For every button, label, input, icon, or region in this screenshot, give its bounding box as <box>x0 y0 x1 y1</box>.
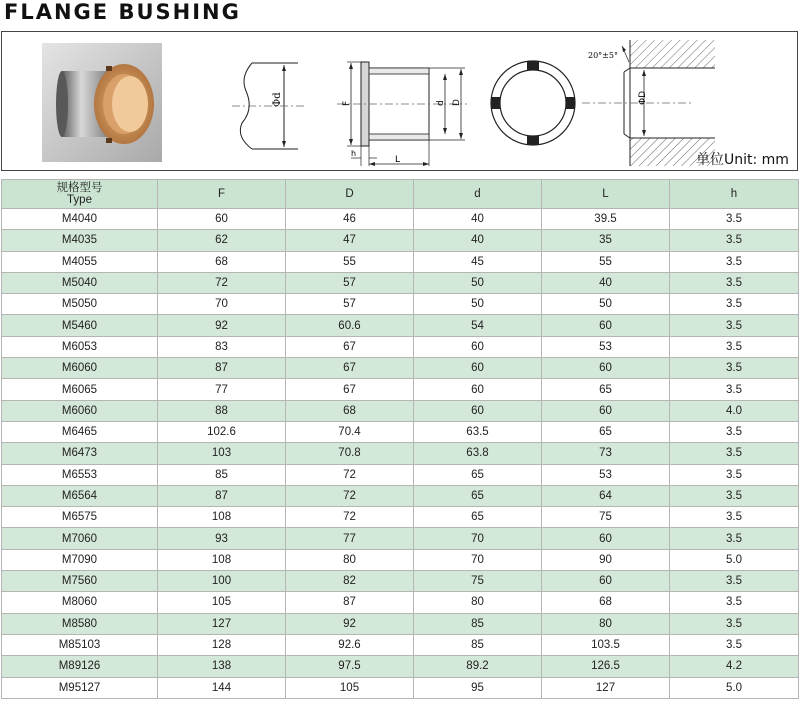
cell-d: 70 <box>414 528 542 549</box>
cell-F: 85 <box>158 464 286 485</box>
cell-h: 3.5 <box>670 464 799 485</box>
cell-h: 3.5 <box>670 421 799 442</box>
product-photo <box>42 43 162 162</box>
cell-F: 77 <box>158 379 286 400</box>
cell-D: 105 <box>286 677 414 698</box>
bushing-front-view <box>489 58 577 148</box>
header-L: L <box>542 180 670 209</box>
cell-d: 45 <box>414 251 542 272</box>
cell-d: 60 <box>414 400 542 421</box>
cell-type: M7090 <box>2 549 158 570</box>
cell-type: M4040 <box>2 209 158 230</box>
cell-D: 77 <box>286 528 414 549</box>
cell-L: 80 <box>542 613 670 634</box>
cell-h: 4.2 <box>670 656 799 677</box>
cell-L: 73 <box>542 443 670 464</box>
h-label: h <box>351 149 357 158</box>
header-d: d <box>414 180 542 209</box>
table-row <box>2 400 799 421</box>
cell-type: M7560 <box>2 571 158 592</box>
cell-d: 65 <box>414 507 542 528</box>
chamfer-angle-label: 20°±5° <box>588 51 618 60</box>
header-type <box>2 180 158 209</box>
shaft-diameter-drawing <box>232 57 307 157</box>
table-row <box>2 251 799 272</box>
cell-h: 3.5 <box>670 336 799 357</box>
cell-F: 70 <box>158 294 286 315</box>
cell-type: M6060 <box>2 400 158 421</box>
cell-L: 68 <box>542 592 670 613</box>
cell-F: 138 <box>158 656 286 677</box>
cell-d: 70 <box>414 549 542 570</box>
cell-L: 103.5 <box>542 634 670 655</box>
cell-F: 93 <box>158 528 286 549</box>
cell-D: 46 <box>286 209 414 230</box>
cell-F: 100 <box>158 571 286 592</box>
table-row <box>2 315 799 336</box>
table-row <box>2 336 799 357</box>
header-h: h <box>670 180 799 209</box>
D-label: D <box>452 99 462 106</box>
cell-type: M85103 <box>2 634 158 655</box>
cell-D: 68 <box>286 400 414 421</box>
cell-d: 75 <box>414 571 542 592</box>
cell-L: 40 <box>542 272 670 293</box>
cell-L: 53 <box>542 464 670 485</box>
cell-type: M4035 <box>2 230 158 251</box>
cell-D: 57 <box>286 272 414 293</box>
cell-L: 50 <box>542 294 670 315</box>
cell-F: 68 <box>158 251 286 272</box>
table-row <box>2 485 799 506</box>
cell-F: 108 <box>158 549 286 570</box>
phi-d-label: Φd <box>272 92 283 107</box>
cell-d: 85 <box>414 613 542 634</box>
cell-h: 3.5 <box>670 315 799 336</box>
cell-F: 102.6 <box>158 421 286 442</box>
table-row <box>2 613 799 634</box>
cell-L: 53 <box>542 336 670 357</box>
table-row <box>2 421 799 442</box>
cell-L: 65 <box>542 379 670 400</box>
cell-type: M5050 <box>2 294 158 315</box>
cell-D: 92.6 <box>286 634 414 655</box>
cell-type: M7060 <box>2 528 158 549</box>
cell-D: 70.4 <box>286 421 414 442</box>
cell-type: M5040 <box>2 272 158 293</box>
L-label: L <box>395 155 401 165</box>
cell-h: 3.5 <box>670 634 799 655</box>
cell-D: 67 <box>286 358 414 379</box>
cell-h: 3.5 <box>670 528 799 549</box>
cell-F: 87 <box>158 358 286 379</box>
cell-L: 60 <box>542 528 670 549</box>
cell-h: 3.5 <box>670 379 799 400</box>
cell-type: M6575 <box>2 507 158 528</box>
table-row <box>2 507 799 528</box>
cell-D: 92 <box>286 613 414 634</box>
diagram-panel <box>1 31 798 171</box>
table-row <box>2 656 799 677</box>
cell-D: 72 <box>286 507 414 528</box>
cell-d: 80 <box>414 592 542 613</box>
cell-D: 97.5 <box>286 656 414 677</box>
cell-d: 60 <box>414 379 542 400</box>
cell-L: 90 <box>542 549 670 570</box>
cell-h: 3.5 <box>670 592 799 613</box>
cell-d: 50 <box>414 272 542 293</box>
cell-d: 54 <box>414 315 542 336</box>
cell-L: 35 <box>542 230 670 251</box>
table-row <box>2 294 799 315</box>
cell-h: 5.0 <box>670 677 799 698</box>
cell-D: 80 <box>286 549 414 570</box>
table-row <box>2 677 799 698</box>
cell-type: M5460 <box>2 315 158 336</box>
cell-h: 3.5 <box>670 358 799 379</box>
table-row <box>2 571 799 592</box>
cell-F: 87 <box>158 485 286 506</box>
phi-DH-label: ΦD <box>638 90 648 105</box>
cell-h: 5.0 <box>670 549 799 570</box>
cell-h: 3.5 <box>670 209 799 230</box>
cell-L: 127 <box>542 677 670 698</box>
cell-d: 85 <box>414 634 542 655</box>
cell-d: 63.8 <box>414 443 542 464</box>
F-label: F <box>342 100 352 106</box>
cell-d: 89.2 <box>414 656 542 677</box>
cell-F: 144 <box>158 677 286 698</box>
cell-F: 83 <box>158 336 286 357</box>
cell-type: M6473 <box>2 443 158 464</box>
cell-L: 64 <box>542 485 670 506</box>
cell-L: 60 <box>542 400 670 421</box>
spec-table <box>1 179 799 699</box>
table-row <box>2 209 799 230</box>
cell-F: 88 <box>158 400 286 421</box>
table-row <box>2 634 799 655</box>
table-body <box>2 209 799 699</box>
table-row <box>2 528 799 549</box>
cell-L: 60 <box>542 571 670 592</box>
cell-type: M8580 <box>2 613 158 634</box>
cell-F: 127 <box>158 613 286 634</box>
cell-h: 3.5 <box>670 507 799 528</box>
header-type-en: Type <box>67 194 92 206</box>
cell-F: 92 <box>158 315 286 336</box>
cell-D: 60.6 <box>286 315 414 336</box>
cell-h: 3.5 <box>670 230 799 251</box>
cell-L: 55 <box>542 251 670 272</box>
cell-type: M6065 <box>2 379 158 400</box>
cell-d: 65 <box>414 485 542 506</box>
cell-F: 128 <box>158 634 286 655</box>
cell-type: M95127 <box>2 677 158 698</box>
table-header-row <box>2 180 799 209</box>
cell-d: 63.5 <box>414 421 542 442</box>
cell-type: M4055 <box>2 251 158 272</box>
cell-d: 50 <box>414 294 542 315</box>
cell-h: 3.5 <box>670 294 799 315</box>
cell-h: 3.5 <box>670 251 799 272</box>
cell-h: 4.0 <box>670 400 799 421</box>
cell-d: 40 <box>414 230 542 251</box>
cell-h: 3.5 <box>670 613 799 634</box>
table-row <box>2 272 799 293</box>
cell-D: 67 <box>286 379 414 400</box>
table-row <box>2 230 799 251</box>
table-row <box>2 379 799 400</box>
cell-type: M6564 <box>2 485 158 506</box>
table-row <box>2 358 799 379</box>
cell-F: 105 <box>158 592 286 613</box>
cell-F: 62 <box>158 230 286 251</box>
cell-D: 87 <box>286 592 414 613</box>
cell-L: 60 <box>542 358 670 379</box>
cell-F: 60 <box>158 209 286 230</box>
header-type-cn: 规格型号 <box>56 182 103 194</box>
cell-d: 65 <box>414 464 542 485</box>
cell-D: 47 <box>286 230 414 251</box>
cell-D: 57 <box>286 294 414 315</box>
cell-type: M89126 <box>2 656 158 677</box>
header-F: F <box>158 180 286 209</box>
cell-F: 108 <box>158 507 286 528</box>
cell-type: M8060 <box>2 592 158 613</box>
cell-d: 40 <box>414 209 542 230</box>
cell-type: M6553 <box>2 464 158 485</box>
unit-label: 单位Unit: mm <box>696 152 789 168</box>
bushing-section-drawing <box>337 54 477 172</box>
table-row <box>2 592 799 613</box>
d-label: d <box>436 100 446 106</box>
cell-L: 65 <box>542 421 670 442</box>
cell-L: 60 <box>542 315 670 336</box>
cell-d: 60 <box>414 336 542 357</box>
header-D: D <box>286 180 414 209</box>
cell-D: 72 <box>286 485 414 506</box>
cell-D: 67 <box>286 336 414 357</box>
page-title: FLANGE BUSHING <box>4 0 241 24</box>
cell-L: 39.5 <box>542 209 670 230</box>
cell-h: 3.5 <box>670 272 799 293</box>
cell-L: 126.5 <box>542 656 670 677</box>
cell-h: 3.5 <box>670 485 799 506</box>
table-row <box>2 464 799 485</box>
cell-type: M6053 <box>2 336 158 357</box>
cell-D: 70.8 <box>286 443 414 464</box>
bushing-photo-image <box>42 43 162 162</box>
cell-D: 82 <box>286 571 414 592</box>
cell-h: 3.5 <box>670 571 799 592</box>
cell-L: 75 <box>542 507 670 528</box>
cell-type: M6465 <box>2 421 158 442</box>
table-row <box>2 443 799 464</box>
cell-d: 95 <box>414 677 542 698</box>
cell-F: 103 <box>158 443 286 464</box>
table-row <box>2 549 799 570</box>
cell-d: 60 <box>414 358 542 379</box>
cell-type: M6060 <box>2 358 158 379</box>
cell-D: 72 <box>286 464 414 485</box>
cell-D: 55 <box>286 251 414 272</box>
cell-h: 3.5 <box>670 443 799 464</box>
cell-F: 72 <box>158 272 286 293</box>
